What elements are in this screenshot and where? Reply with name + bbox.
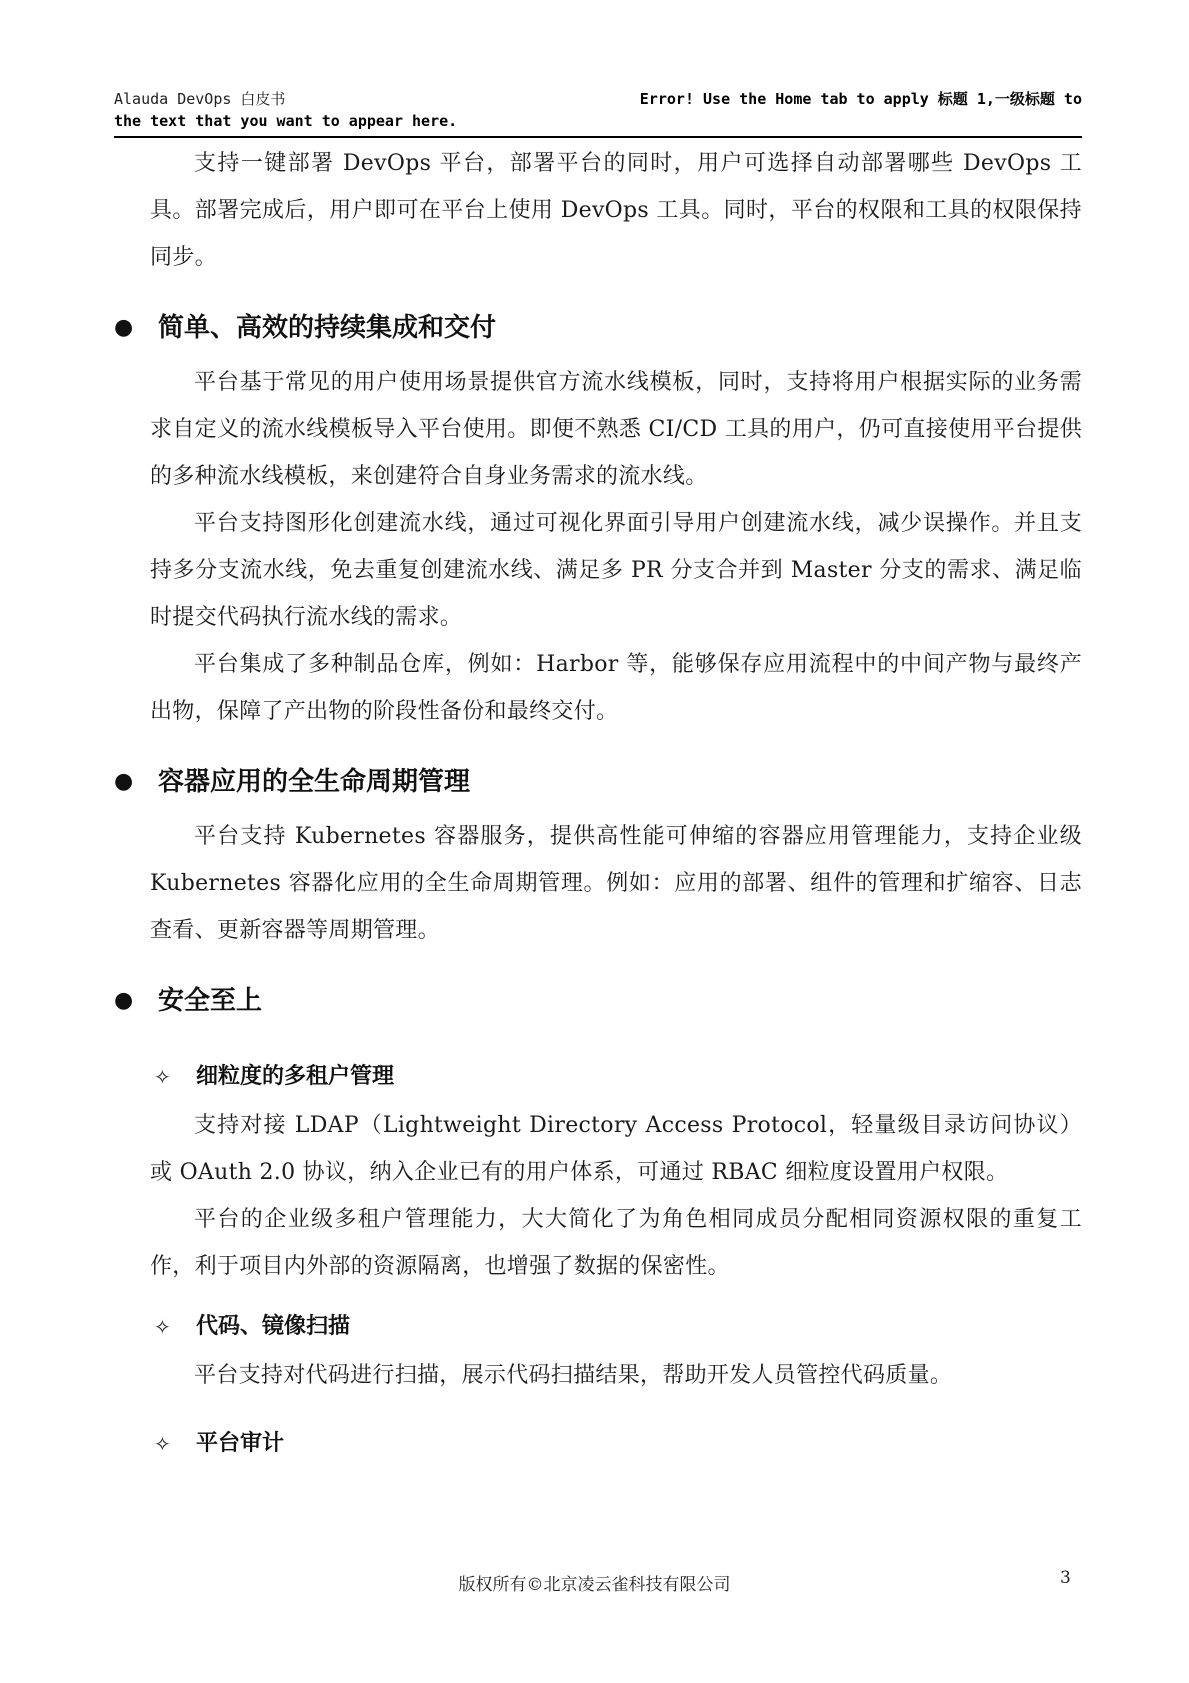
bullet-icon: ●: [114, 988, 134, 1013]
section-title: 容器应用的全生命周期管理: [158, 767, 471, 797]
subsection-title: 平台审计: [196, 1431, 285, 1456]
paragraph: 平台基于常见的用户使用场景提供官方流水线模板，同时，支持将用户根据实际的业务需求自定义的流水线模板导入平台使用。即便不熟悉 CI/CD 工具的用户，仍可直接使用平台提供的多种流水线模板，来创建符合自身业务需求的流水线。: [150, 370, 1082, 489]
paragraph: 支持对接 LDAP（Lightweight Directory Access Protocol，轻量级目录访问协议）或 OAuth 2.0 协议，纳入企业已有的用户体系，可通过 RBAC 细粒度设置用户权限。: [150, 1113, 1082, 1185]
section-title: 安全至上: [158, 986, 263, 1016]
subsection-heading-scanning: [150, 1302, 1082, 1352]
footer-copyright: 版权所有©北京凌云雀科技有限公司: [458, 1575, 731, 1595]
subsection-heading-audit: [150, 1419, 1082, 1469]
paragraph: 平台支持图形化创建流水线，通过可视化界面引导用户创建流水线，减少误操作。并且支持多分支流水线，免去重复创建流水线、满足多 PR 分支合并到 Master 分支的需求、满足临时提交代码执行流水线的需求。: [150, 511, 1082, 630]
subsection-title: 代码、镜像扫描: [196, 1314, 351, 1339]
subsection-heading-multitenant: [150, 1052, 1082, 1102]
paragraph: 平台集成了多种制品仓库，例如：Harbor 等，能够保存应用流程中的中间产物与最终产出物，保障了产出物的阶段性备份和最终交付。: [150, 652, 1082, 724]
header-chapter-error-cont: the text that you want to appear here.: [114, 112, 458, 130]
paragraph: 平台支持 Kubernetes 容器服务，提供高性能可伸缩的容器应用管理能力，支持企业级 Kubernetes 容器化应用的全生命周期管理。例如：应用的部署、组件的管理和扩缩容、日志查看、更新容器等周期管理。: [150, 824, 1082, 943]
page-number: 3: [1060, 1568, 1071, 1588]
header-chapter-error: Error! Use the Home tab to apply 标题 1,一级标题 to: [639, 90, 1082, 108]
section-heading-ci-cd: [114, 297, 1082, 359]
page-footer: [0, 1570, 1189, 1600]
diamond-star-icon: ✧: [154, 1315, 171, 1339]
paragraph: 平台支持对代码进行扫描，展示代码扫描结果，帮助开发人员管控代码质量。: [194, 1363, 953, 1388]
section-title: 简单、高效的持续集成和交付: [158, 313, 497, 343]
bullet-icon: ●: [114, 315, 134, 340]
section-heading-security: [114, 970, 1082, 1032]
header-doc-title: Alauda DevOps 白皮书: [114, 90, 286, 108]
paragraph: 平台的企业级多租户管理能力，大大简化了为角色相同成员分配相同资源权限的重复工作，利于项目内外部的资源隔离，也增强了数据的保密性。: [150, 1207, 1082, 1279]
section-heading-lifecycle: [114, 751, 1082, 813]
subsection-title: 细粒度的多租户管理: [196, 1064, 395, 1089]
bullet-icon: ●: [114, 769, 134, 794]
page-body: [114, 138, 1082, 1469]
diamond-star-icon: ✧: [154, 1065, 171, 1089]
page-header: [114, 84, 1082, 138]
intro-paragraph: 支持一键部署 DevOps 平台，部署平台的同时，用户可选择自动部署哪些 DevOps 工具。部署完成后，用户即可在平台上使用 DevOps 工具。同时，平台的权限和工具的权限保持同步。: [150, 151, 1082, 270]
diamond-star-icon: ✧: [154, 1432, 171, 1456]
